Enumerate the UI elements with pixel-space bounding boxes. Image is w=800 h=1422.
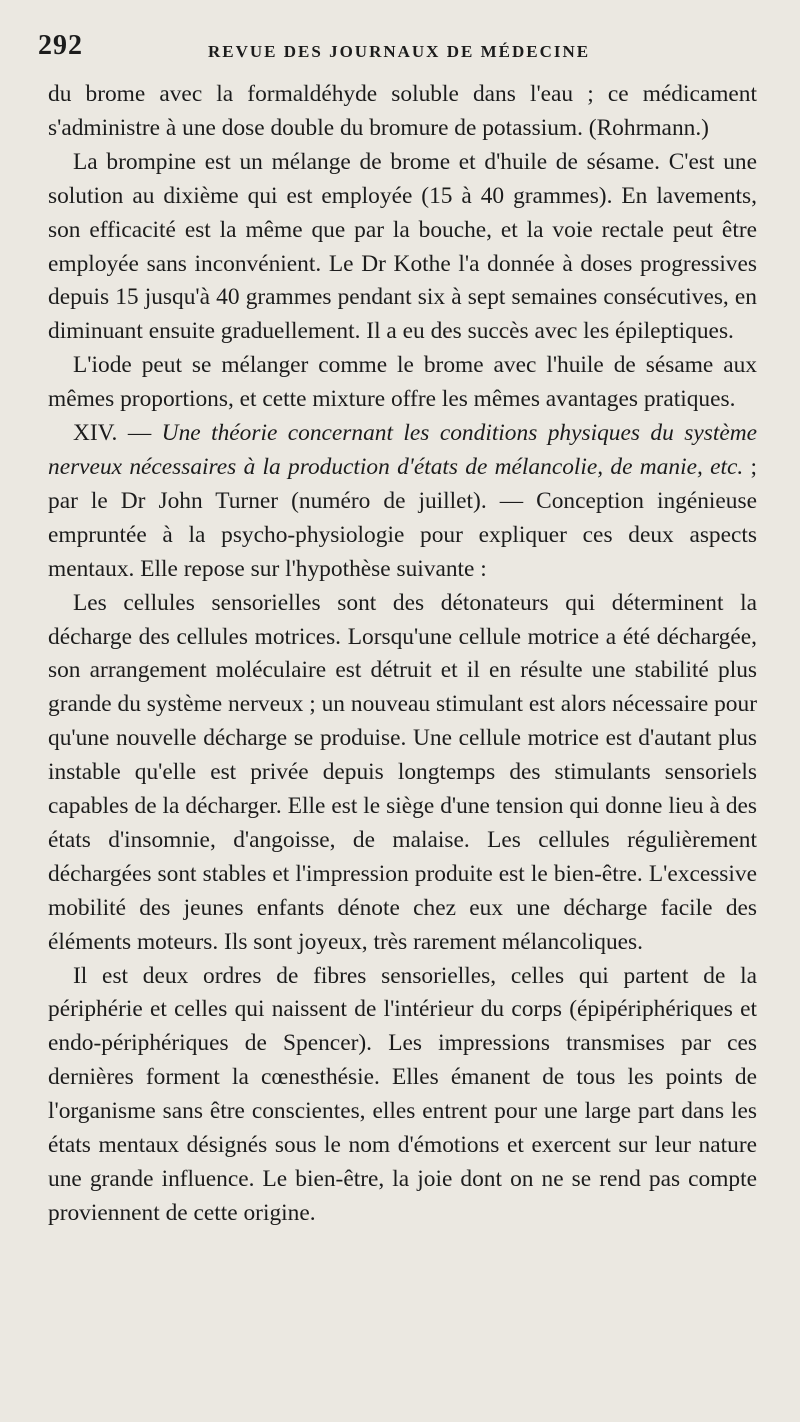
page-header bbox=[38, 30, 762, 70]
paragraph-iode bbox=[48, 349, 757, 417]
paragraph-text: La brompine est un mélange de brome et d'huile de sésame. C'est une solution au dixième qui est employée (15 à 40 grammes). En lavements, son efficacité est la même que par la bouche, et la voie rectale peut être employée sans inconvénient. Le Dr Kothe l'a donnée à doses progressives depuis 15 jusqu'à 40 grammes pendant six à sept semaines consécutives, en diminuant ensuite graduellement. Il a eu des succès avec les épileptiques. bbox=[48, 148, 757, 345]
article-number: XIV. — bbox=[73, 420, 162, 447]
paragraph-cellules bbox=[48, 587, 757, 960]
paragraph-text: Il est deux ordres de fibres sensorielles, celles qui partent de la périphérie et celles qui naissent de l'intérieur du corps (épipériphériques et endo-périphériques de Spencer). Les impressions transmises par ces dernières forment la cœnesthésie. Elles émanent de tous les points de l'organisme sans être conscientes, elles entrent pour une large part dans les états mentaux désignés sous le nom d'émotions et exercent sur leur nature une grande influence. Le bien-être, la joie dont on ne se rend pas compte proviennent de cette origine. bbox=[48, 962, 757, 1226]
paragraph-text: Les cellules sensorielles sont des détonateurs qui déterminent la décharge des cellules motrices. Lorsqu'une cellule motrice a été déchargée, son arrangement moléculaire est détruit et il en résulte une stabilité plus grande du système nerveux ; un nouveau stimulant est alors nécessaire pour qu'une nouvelle décharge se produise. Une cellule motrice est d'autant plus instable qu'elle est privée depuis longtemps des stimulants sensoriels capables de la décharger. Elle est le siège d'une tension qui donne lieu à des états d'insomnie, d'angoisse, de malaise. Les cellules régulièrement déchargées sont stables et l'impression produite est le bien-être. L'excessive mobilité des jeunes enfants dénote chez eux une décharge facile des éléments moteurs. Ils sont joyeux, très rarement mélancoliques. bbox=[48, 589, 757, 955]
body-text bbox=[48, 78, 757, 1231]
paragraph-text: du brome avec la formaldéhyde soluble dans l'eau ; ce médicament s'administre à une dose double du bromure de potassium. (Rohrmann.) bbox=[48, 81, 757, 141]
paragraph-brompine bbox=[48, 146, 757, 349]
paragraph-article-xiv bbox=[48, 417, 757, 587]
paragraph-text: ; par le Dr John Turner (numéro de juillet). — Conception ingénieuse empruntée à la psycho-physiologie pour expliquer ces deux aspects mentaux. Elle repose sur l'hypothèse suivante : bbox=[48, 453, 757, 582]
paragraph-text: L'iode peut se mélanger comme le brome avec l'huile de sésame aux mêmes proportions, et cette mixture offre les mêmes avantages pratiques. bbox=[48, 352, 757, 413]
article-title: Une théorie concernant les conditions physiques du système nerveux nécessaires à la production d'états de mélancolie, de manie, etc. bbox=[48, 420, 757, 480]
paragraph-continued bbox=[48, 78, 757, 146]
running-title: REVUE DES JOURNAUX DE MÉDECINE bbox=[208, 42, 591, 61]
paragraph-fibres bbox=[48, 960, 757, 1231]
page-number: 292 bbox=[38, 30, 83, 61]
